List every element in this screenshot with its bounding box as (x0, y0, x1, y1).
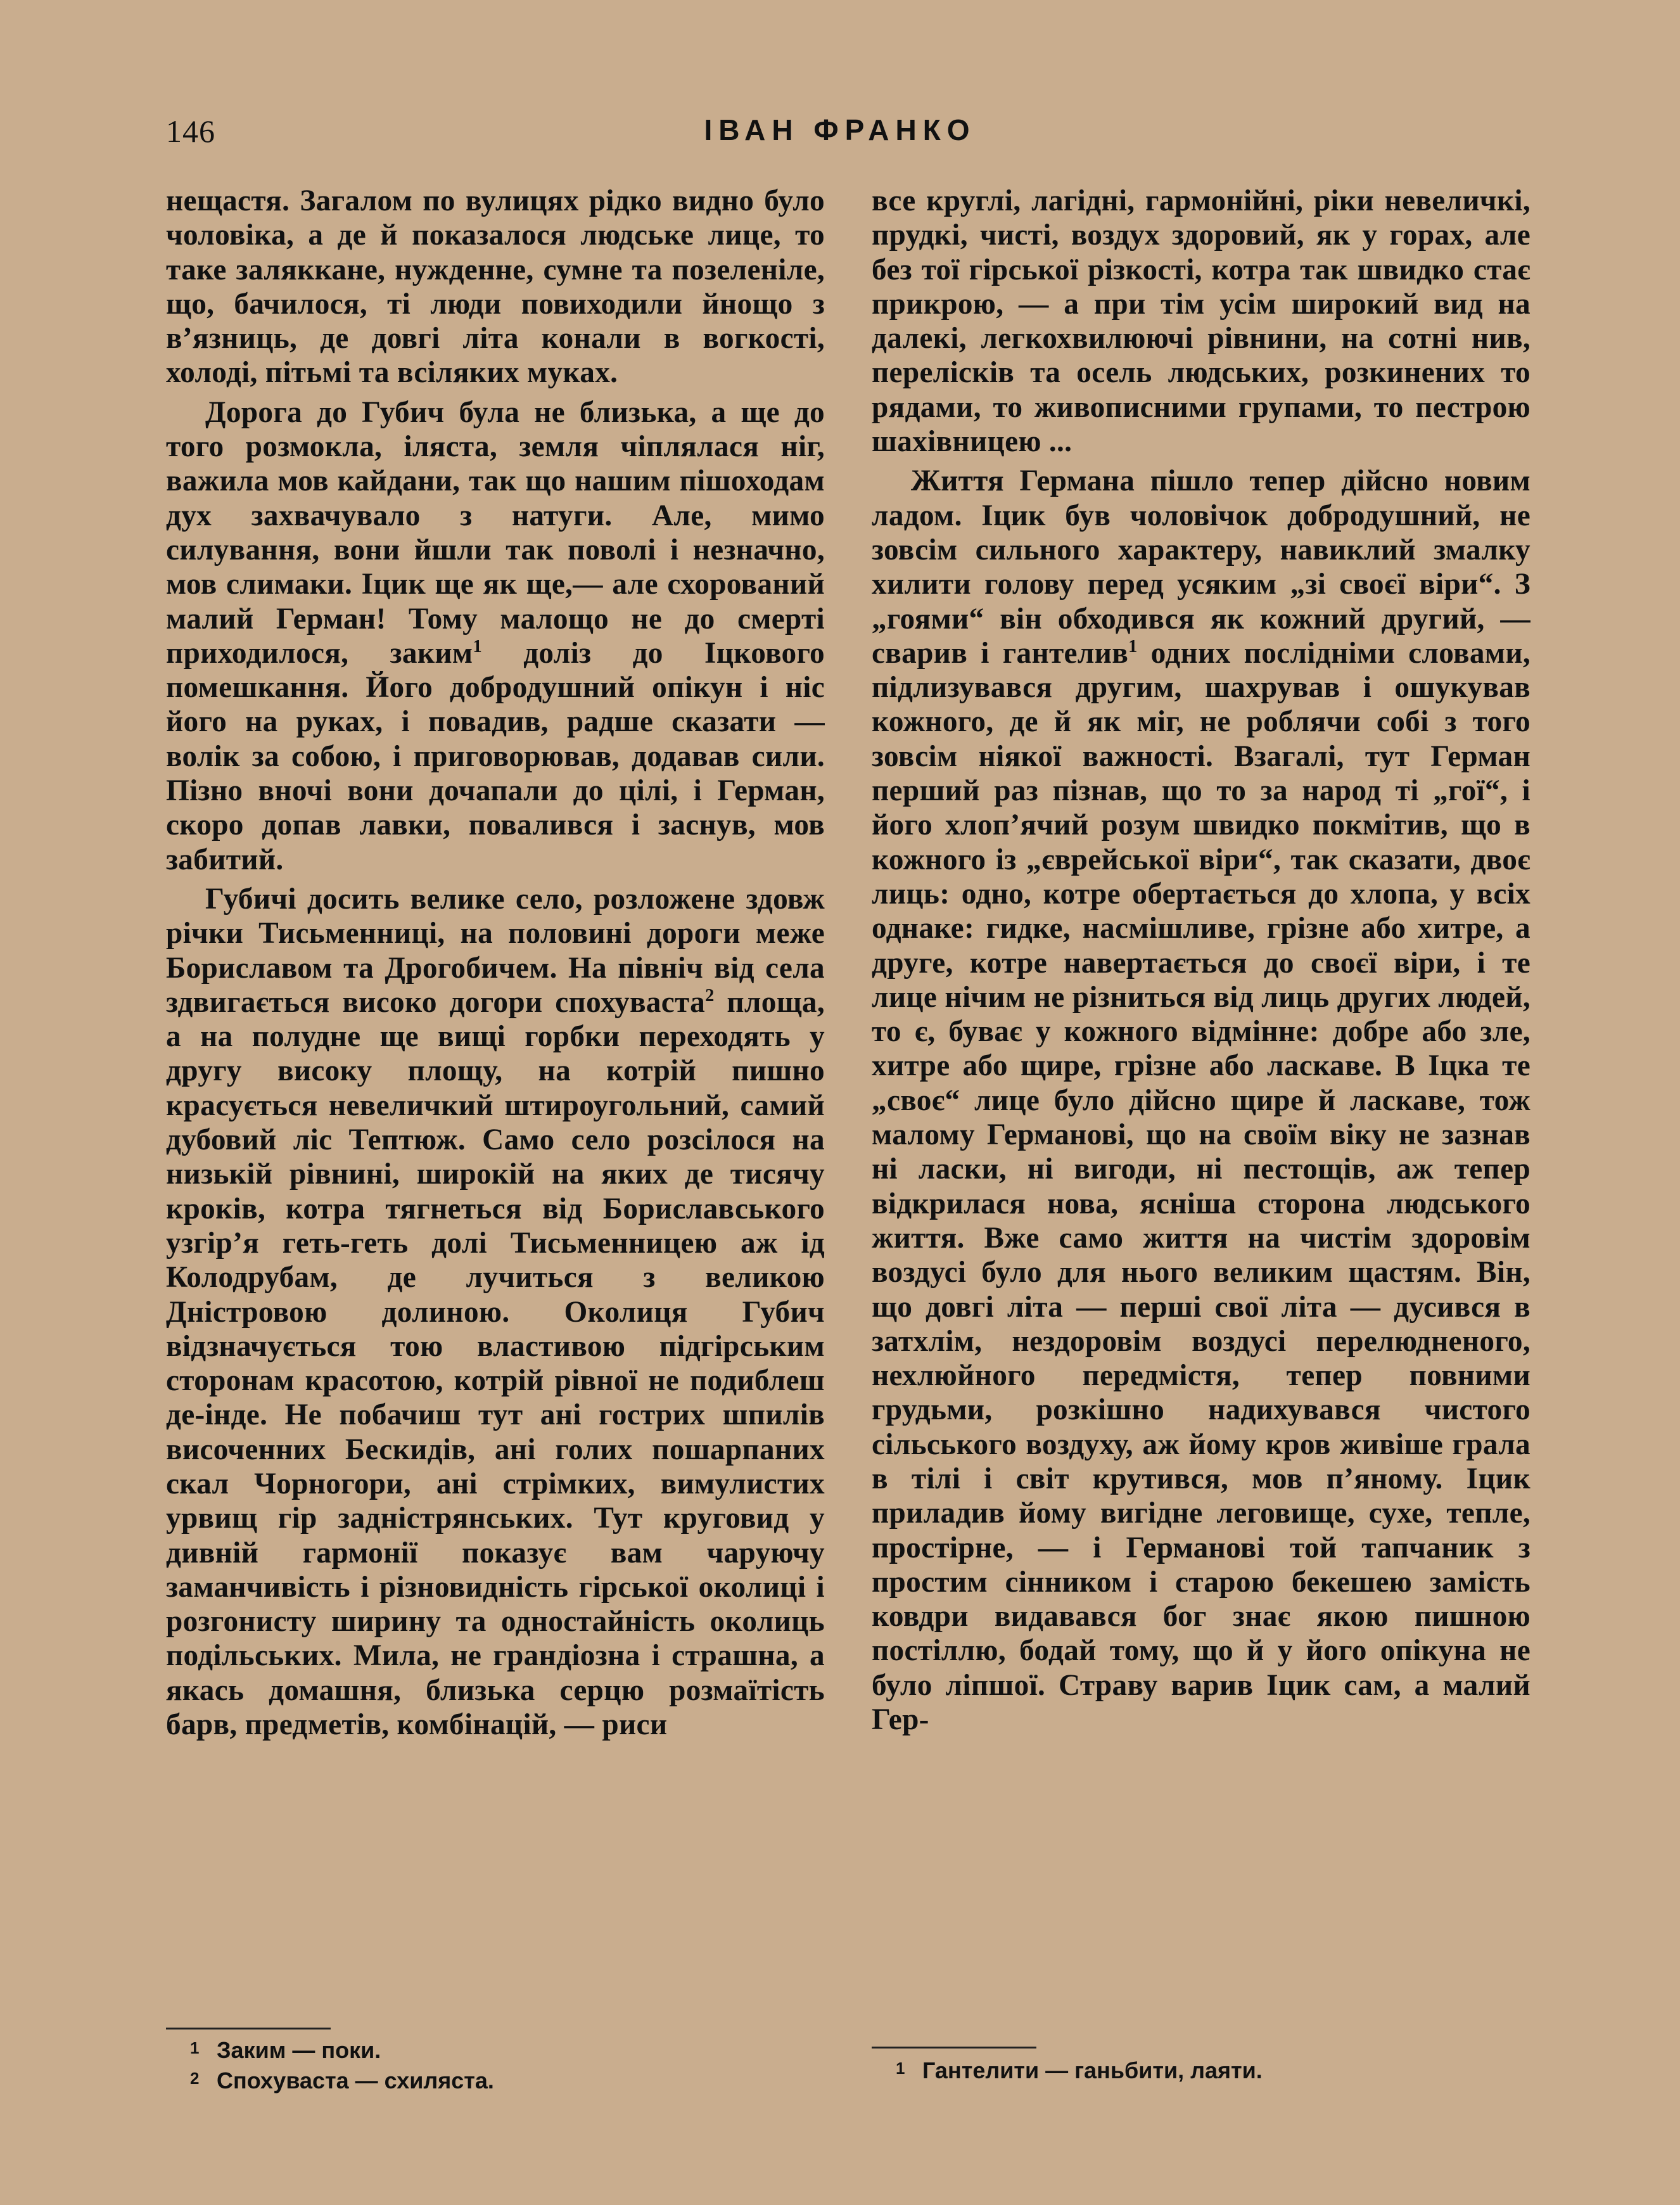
footnote-text: Гантелити — ганьбити, лаяти. (922, 2057, 1263, 2083)
footnotes-left (190, 2035, 849, 2096)
footnote (190, 2035, 849, 2066)
paragraph (166, 395, 825, 877)
footnote (190, 2066, 849, 2096)
paragraph: нещастя. Загалом по вулицях рідко видно було чоловіка, а де й показалося людське лице, то таке заляккане, нужденне, сумне та позеленіле, що, бачилося, ті люди повиходили йнощо з в’язниць, де довгі літа конали в вогкості, холоді, пітьмі та всіляких муках. (166, 184, 825, 390)
footnote-rule-right (872, 2047, 1036, 2048)
footnotes-right (896, 2055, 1555, 2086)
footnote-marker: 2 (705, 986, 715, 1006)
paragraph-text: Дорога до Губич була не близька, а ще до того розмокла, іляста, земля чіплялася ніг, важила мов кайдани, так що нашим пішоходам дух захвачувало з натуги. Але, мимо силування, вони йшли так поволі і незначно, мов слимаки. Іцик ще як ще,— але схорований малий Герман! Тому малощо не до смерті приходилося, заким (166, 395, 825, 670)
page-number: 146 (166, 113, 215, 149)
paragraph (166, 882, 825, 1742)
paragraph-text: Життя Германа пішло тепер дійсно новим ладом. Іцик був чоловічок добродушний, не зовсім сильного характеру, навиклий змалку хилити голову перед усяким „зі своєї віри“. З „гоями“ він обходився як кожний другий, — сварив і гантелив (872, 464, 1530, 670)
left-text-column (166, 184, 825, 1742)
paragraph-text: доліз до Іцкового помешкання. Його добродушний опікун і ніс його на руках, і повадив, радше сказати — волік за собою, і приговорював, додавав сили. Пізно вночі вони дочапали до цілі, і Герман, скоро допав лавки, повалився і заснув, мов забитий. (166, 636, 825, 876)
paragraph (872, 464, 1530, 1737)
paragraph-text: одних послідніми словами, підлизувався другим, шахрував і ошукував кожного, де й як міг, не роблячи собі з того зовсім ніякої важності. Взагалі, тут Герман перший раз пізнав, що то за народ ті „гої“, і його хлоп’ячий розум швидко покмітив, що в кожного із „єврейської віри“, так сказати, двоє лиць: одно, котре обертається до хлопа, у всіх однаке: гидке, насмішливе, грізне або хитре, а друге, котре навертається до своєї віри, і те лице нічим не різниться від лиць других людей, то є, буває у кожного відмінне: добре або зле, хитре або щире, грізне або ласкаве. В Іцка те „своє“ лице було дійсно щире й ласкаве, тож малому Германові, що на своїм віку не зазнав ні ласки, ні вигоди, ні пестощів, аж тепер відкрилася нова, ясніша сторона людського життя. Вже само життя на чистім здоровім воздусі було для нього великим щастям. Він, що довгі літа — перші свої літа — дусився в затхлім, нездоровім воздусі перелюдненого, нехлюйного передмістя, тепер повними грудьми, розкішно надихувався чистого сільського воздуху, аж йому кров живіше грала в тілі і світ крутився, мов п’яному. Іцик приладив йому вигідне леговище, сухе, тепле, простірне, — і Германові той тапчаник з простим сінником і старою бекешею замість ковдри видавався бог знає якою пишною постіллю, бодай тому, що й у його опікуна не було ліпшої. Страву варив Іцик сам, а малий Гер- (872, 636, 1530, 1737)
footnote-mark: 1 (896, 2059, 905, 2078)
footnote (896, 2055, 1555, 2086)
paragraph: все круглі, лагідні, гармонійні, ріки невеличкі, прудкі, чисті, воздух здоровий, як у горах, але без тої гірської різкості, котра так швидко стає прикрою, — а при тім усім широкий вид на далекі, легкохвилюючі рівнини, на сотні нив, переліскiв та осель людських, розкинених то рядами, то живописними групами, то пестрою шахівницею ... (872, 184, 1530, 459)
footnote-text: Заким — поки. (217, 2037, 381, 2063)
paragraph-text: площа, а на полудне ще вищі горбки переходять у другу високу площу, на котрій пишно красується невеличкий штироугольний, самий дубовий ліс Тептюж. Само село розсілося на низькій рівнині, широкій на яких де тисячу кроків, котра тягнеться від Бориславського узгір’я геть-геть долі Тисьменницею аж ід Колодрубам, де лучиться з великою Дністровою долиною. Околиця Губич відзначується тою властивою підгірським сторонам красотою, котрій рівної не подиблеш де-інде. Не побачиш тут ані гострих шпилів височенних Бескидів, ані голих пошарпаних скал Чорногори, ані стрімких, вимулистих урвищ гір задністрянських. Тут круговид у дивній гармонії показує вам чаруючу заманчивість і різновидність гірської околиці і розгонисту ширину та одностайність околиць подільських. Мила, не грандіозна і страшна, а якась домашня, близька серцю розмаїтість барв, предметів, комбінацій, — риси (166, 985, 825, 1742)
footnote-mark: 1 (190, 2038, 200, 2057)
footnote-marker: 1 (1128, 637, 1138, 657)
paragraph-text: Губичі досить велике село, розложене здовж річки Тисьменниці, на половині дороги меже Бориславом та Дрогобичем. На північ від села здвигається високо догори спохуваста (166, 882, 825, 1019)
footnote-marker: 1 (473, 637, 482, 657)
right-text-column (872, 184, 1530, 1737)
footnote-mark: 2 (190, 2069, 200, 2088)
footnote-rule-left (166, 2028, 331, 2029)
footnote-text: Спохуваста — схиляста. (217, 2068, 494, 2093)
running-head: ІВАН ФРАНКО (704, 113, 976, 146)
